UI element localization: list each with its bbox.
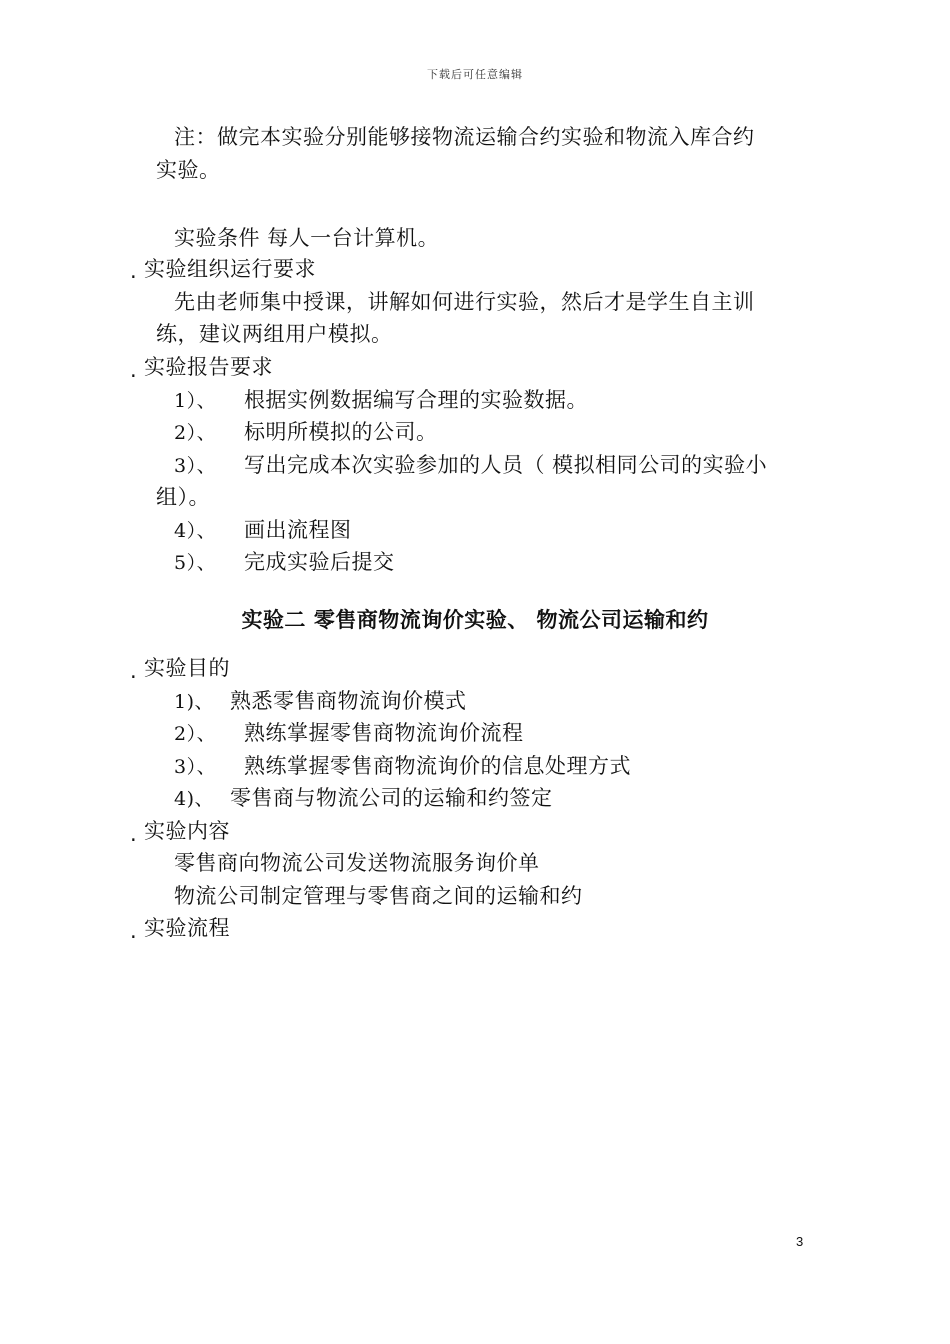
list-item-text: 写出完成本次实验参加的人员（ 模拟相同公司的实验小 xyxy=(244,453,768,477)
list-item-number: 4)、 xyxy=(174,788,215,810)
list-item-text: 熟练掌握零售商物流询价的信息处理方式 xyxy=(244,754,631,778)
list-item-text: 完成实验后提交 xyxy=(244,550,395,574)
list-item-number: 2）、 xyxy=(174,422,217,444)
content-line-2: 物流公司制定管理与零售商之间的运输和约 xyxy=(174,884,583,908)
page-header: 下载后可任意编辑 xyxy=(427,68,523,81)
list-item-text: 熟悉零售商物流询价模式 xyxy=(230,689,467,713)
list-item-text: 标明所模拟的公司。 xyxy=(244,420,438,444)
organization-line-1: 先由老师集中授课，讲解如何进行实验，然后才是学生自主训 xyxy=(174,290,755,314)
section-marker: . xyxy=(130,358,137,382)
list-item-continuation: 组）。 xyxy=(156,485,210,509)
section-marker: . xyxy=(130,822,137,846)
section-marker: . xyxy=(130,919,137,943)
list-item xyxy=(174,723,524,744)
section-title-organization: 实验组织运行要求 xyxy=(144,257,316,281)
section-title-purpose: 实验目的 xyxy=(144,656,230,680)
experiment-2-heading: 实验二 零售商物流询价实验、 物流公司运输和约 xyxy=(241,608,709,632)
list-item xyxy=(174,788,553,809)
list-item xyxy=(174,756,631,777)
list-item-number: 3）、 xyxy=(174,455,217,477)
list-item-text: 熟练掌握零售商物流询价流程 xyxy=(244,721,524,745)
section-title-flow: 实验流程 xyxy=(144,916,230,940)
note-line-1: 注：做完本实验分别能够接物流运输合约实验和物流入库合约 xyxy=(174,125,755,149)
list-item-text: 画出流程图 xyxy=(244,518,352,542)
list-item-number: 4）、 xyxy=(174,520,217,542)
list-item xyxy=(174,390,588,411)
list-item-number: 1）、 xyxy=(174,390,217,412)
page-number: 3 xyxy=(796,1234,804,1249)
list-item-text: 零售商与物流公司的运输和约签定 xyxy=(230,786,553,810)
list-item-number: 5）、 xyxy=(174,552,217,574)
section-title-content: 实验内容 xyxy=(144,819,230,843)
list-item xyxy=(174,455,767,476)
list-item-number: 3）、 xyxy=(174,756,217,778)
list-item xyxy=(174,691,467,712)
list-item xyxy=(174,422,438,443)
section-marker: . xyxy=(130,259,137,283)
list-item xyxy=(174,552,395,573)
list-item-number: 1)、 xyxy=(174,691,215,713)
section-title-report: 实验报告要求 xyxy=(144,355,273,379)
section-marker: . xyxy=(130,659,137,683)
content-line-1: 零售商向物流公司发送物流服务询价单 xyxy=(174,851,540,875)
list-item xyxy=(174,520,352,541)
list-item-number: 2）、 xyxy=(174,723,217,745)
organization-line-2: 练，建议两组用户模拟。 xyxy=(156,322,393,346)
experiment-conditions: 实验条件 每人一台计算机。 xyxy=(174,226,440,250)
list-item-text: 根据实例数据编写合理的实验数据。 xyxy=(244,388,588,412)
note-line-2: 实验。 xyxy=(156,158,221,182)
